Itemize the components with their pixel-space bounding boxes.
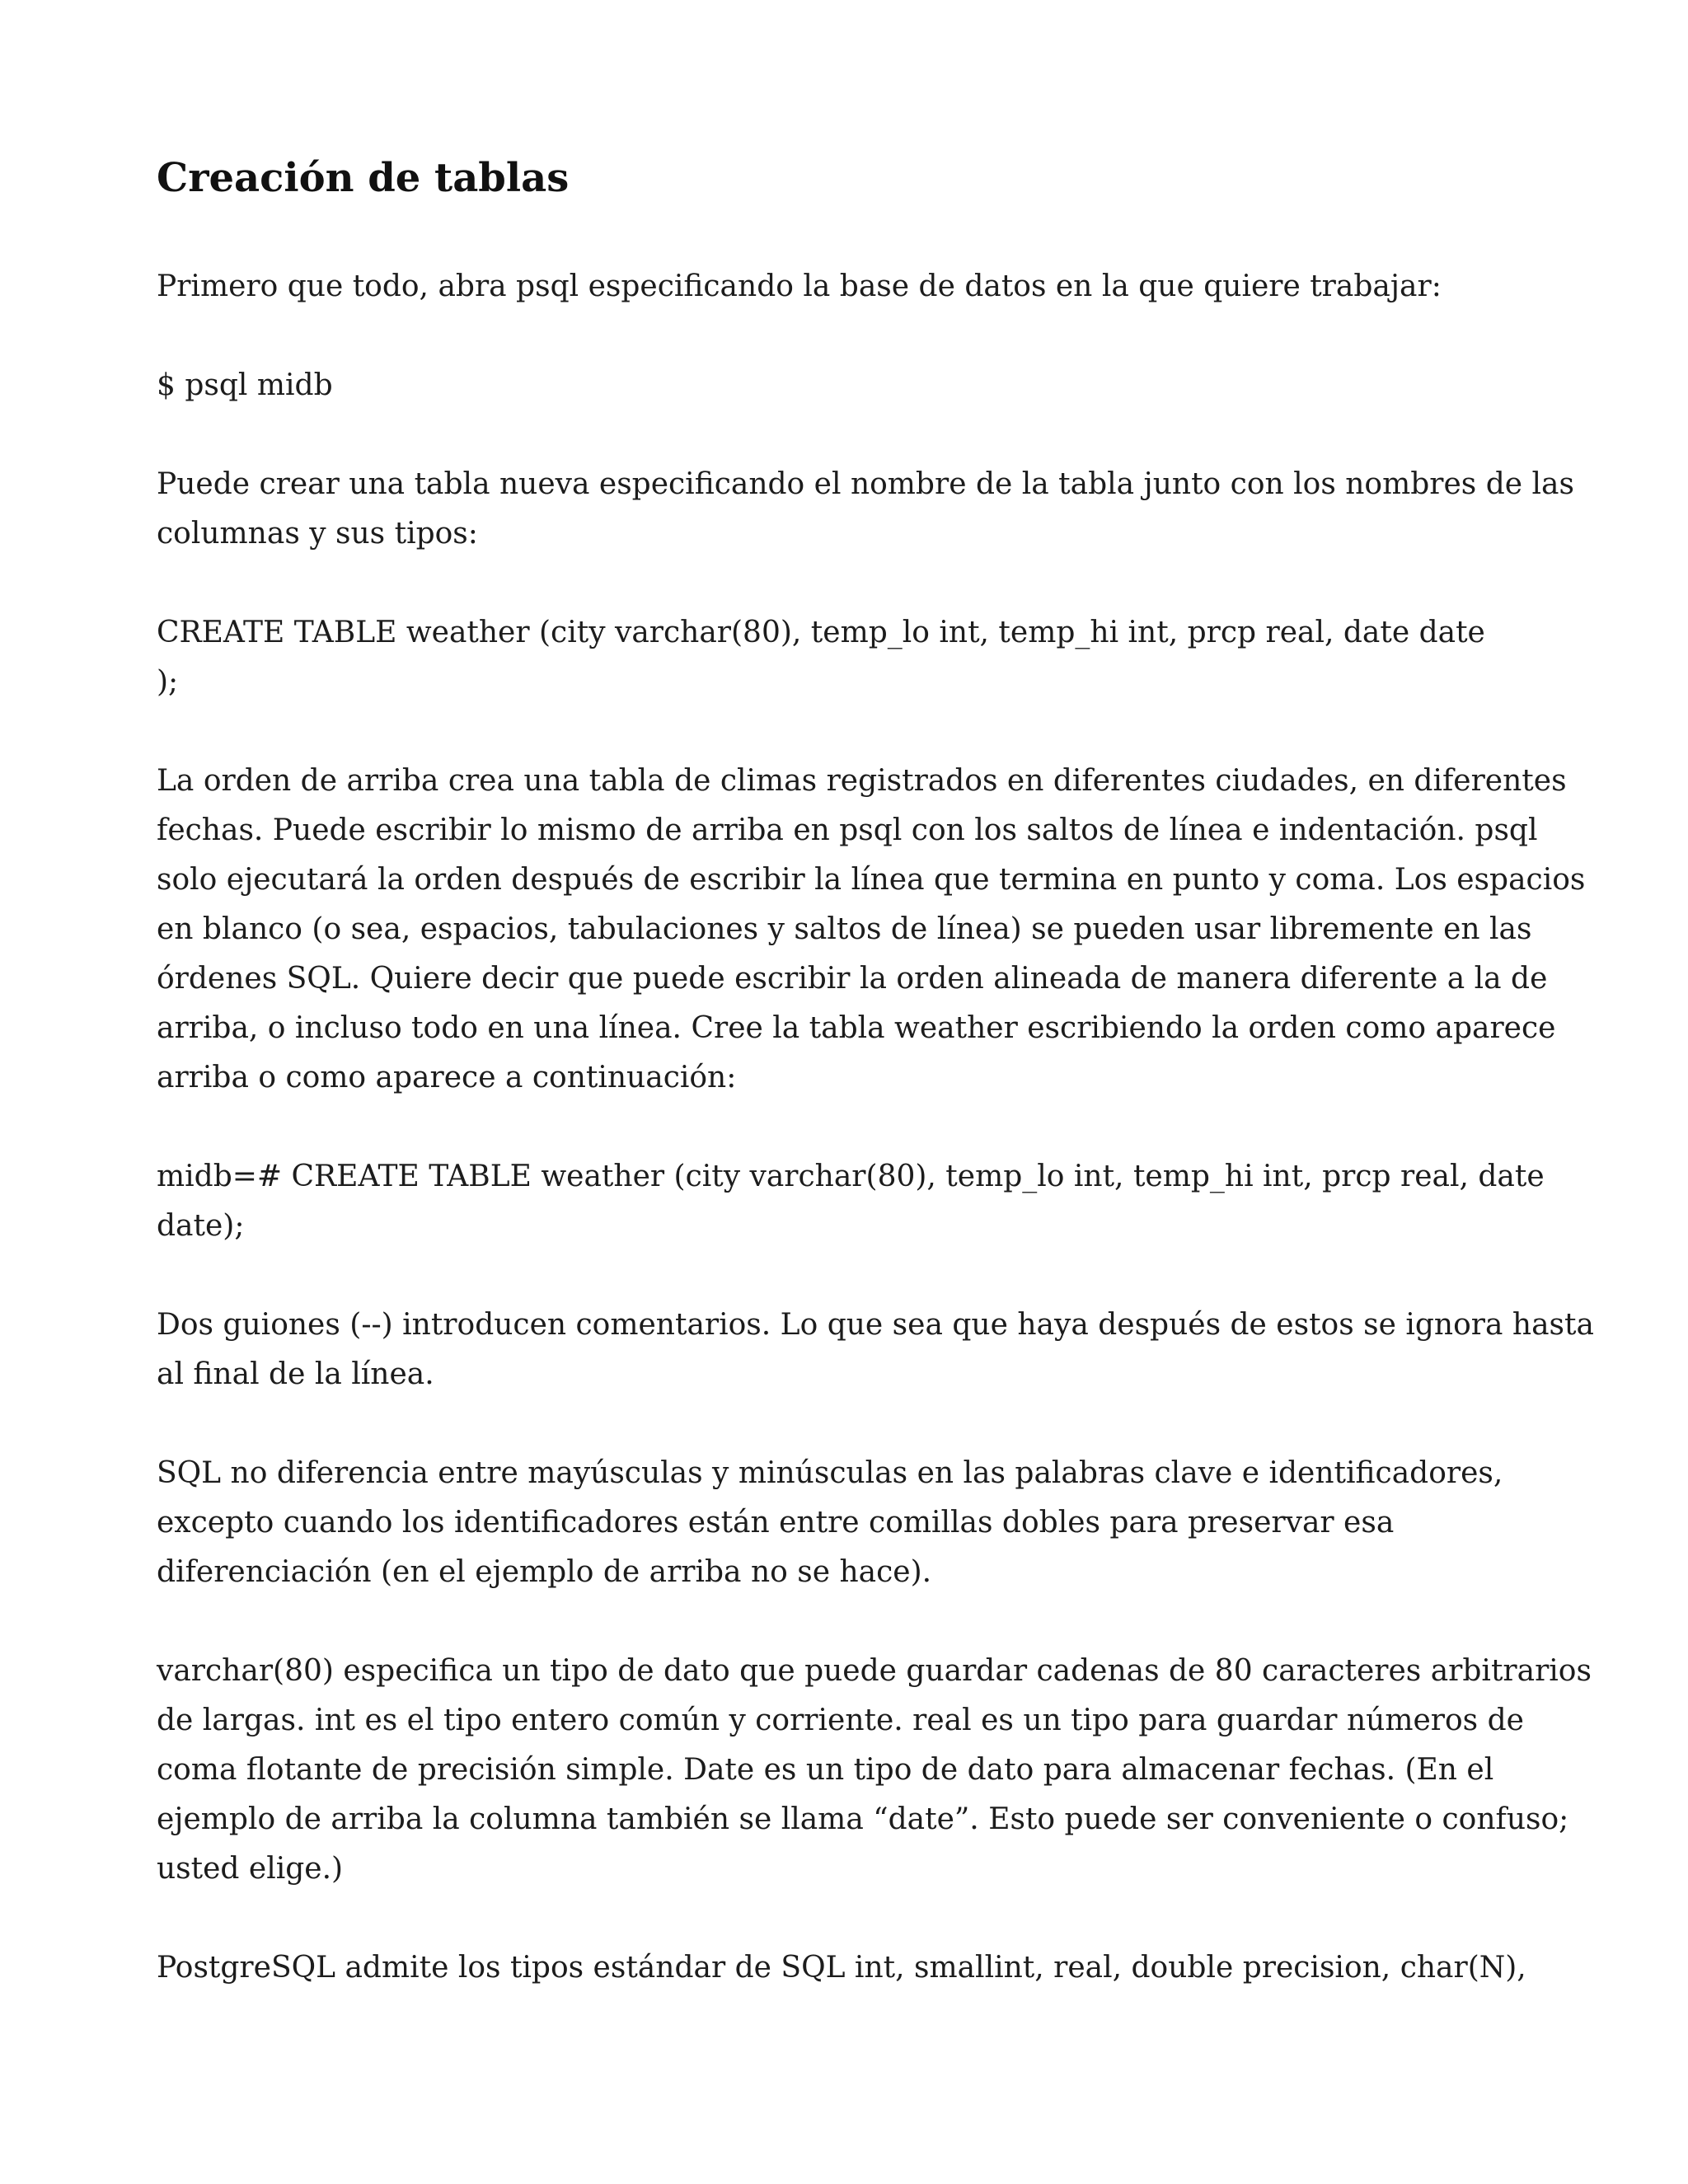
paragraph-line: SQL no diferencia entre mayúsculas y minúsculas en las palabras clave e identificadores,: [157, 1456, 1503, 1490]
paragraph-line: diferenciación (en el ejemplo de arriba no se hace).: [157, 1555, 932, 1589]
paragraph-line: Puede crear una tabla nueva especificando el nombre de la tabla junto con los nombres de las: [157, 467, 1574, 501]
paragraph-line: PostgreSQL admite los tipos estándar de SQL int, smallint, real, double precision, char(N),: [157, 1951, 1526, 1985]
paragraph-line: arriba o como aparece a continuación:: [157, 1061, 737, 1094]
paragraph-line: excepto cuando los identificadores están entre comillas dobles para preservar esa: [157, 1506, 1395, 1540]
paragraph-line: columnas y sus tipos:: [157, 517, 478, 551]
paragraph-comments: [157, 1301, 1594, 1399]
paragraph-line: de largas. int es el tipo entero común y corriente. real es un tipo para guardar números de: [157, 1704, 1524, 1737]
paragraph-line: en blanco (o sea, espacios, tabulaciones y saltos de línea) se pueden usar libremente en las: [157, 912, 1532, 946]
paragraph-line: La orden de arriba crea una tabla de climas registrados en diferentes ciudades, en diferentes: [157, 764, 1567, 798]
paragraph-line: $ psql midb: [157, 368, 333, 402]
paragraph-line: varchar(80) especifica un tipo de dato que puede guardar cadenas de 80 caracteres arbitrarios: [157, 1654, 1592, 1688]
paragraph-psql-example: [157, 1152, 1545, 1251]
paragraph-line: fechas. Puede escribir lo mismo de arriba en psql con los saltos de línea e indentación. psql: [157, 813, 1538, 847]
paragraph-standard-types: [157, 1943, 1526, 1993]
paragraph-line: );: [157, 665, 179, 699]
paragraph-line: Primero que todo, abra psql especificando la base de datos en la que quiere trabajar:: [157, 269, 1442, 303]
paragraph-line: midb=# CREATE TABLE weather (city varchar(80), temp_lo int, temp_hi int, prcp real, date: [157, 1160, 1545, 1193]
paragraph-line: solo ejecutará la orden después de escribir la línea que termina en punto y coma. Los espacios: [157, 863, 1586, 897]
paragraph-line: usted elige.): [157, 1852, 344, 1886]
paragraph-line: arriba, o incluso todo en una línea. Cree la tabla weather escribiendo la orden como aparece: [157, 1011, 1556, 1045]
paragraph-line: ejemplo de arriba la columna también se llama “date”. Esto puede ser conveniente o confuso;: [157, 1802, 1569, 1836]
paragraph-explanation: [157, 757, 1585, 1103]
page-title: Creación de tablas: [157, 155, 570, 201]
paragraph-line: CREATE TABLE weather (city varchar(80), temp_lo int, temp_hi int, prcp real, date date: [157, 616, 1485, 649]
paragraph-command: [157, 361, 333, 410]
paragraph-line: órdenes SQL. Quiere decir que puede escribir la orden alineada de manera diferente a la de: [157, 962, 1548, 996]
paragraph-sql-example: [157, 608, 1485, 707]
paragraph-create-table: [157, 460, 1574, 559]
paragraph-data-types: [157, 1647, 1592, 1894]
paragraph-line: coma flotante de precisión simple. Date es un tipo de dato para almacenar fechas. (En el: [157, 1753, 1494, 1787]
paragraph-case-sensitivity: [157, 1449, 1503, 1597]
paragraph-line: Dos guiones (--) introducen comentarios. Lo que sea que haya después de estos se ignora hasta: [157, 1308, 1594, 1342]
paragraph-intro: [157, 262, 1442, 312]
paragraph-line: al final de la línea.: [157, 1357, 434, 1391]
paragraph-line: date);: [157, 1209, 245, 1243]
